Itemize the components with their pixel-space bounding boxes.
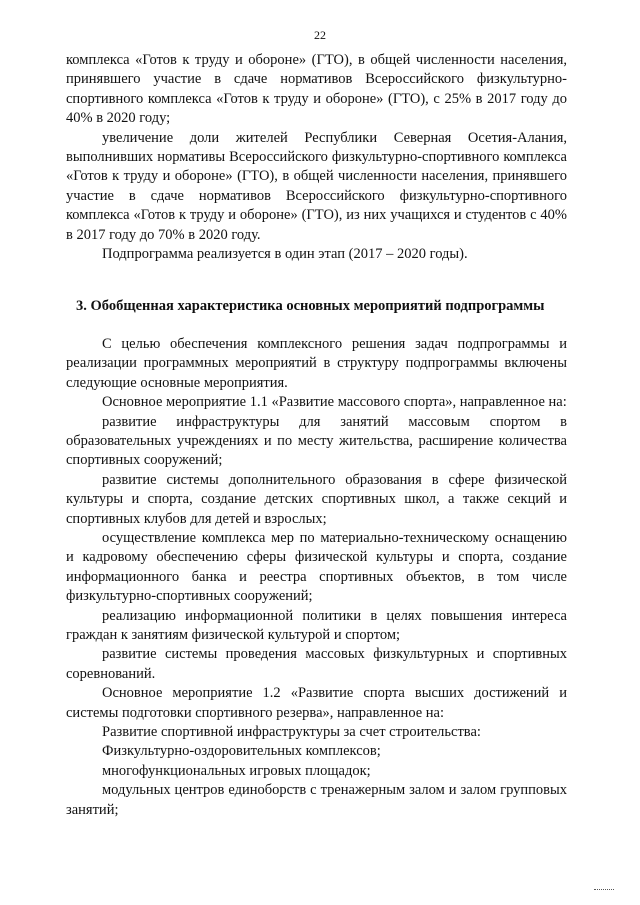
paragraph: Физкультурно-оздоровительных комплексов; — [102, 743, 381, 760]
paragraph: комплекса «Готов к труду и обороне» (ГТО), в общей численности населения, принявшего участие в сдаче нормативов Всероссийского физкультурно-спортивного комплекса «Готов к труду и обороне» (ГТО), с 25% в 2017 году до 40% в 2020 году; — [66, 52, 567, 127]
paragraph: развитие системы дополнительного образования в сфере физической культуры и спорта, создание детских спортивных школ, а также секций и спортивных клубов для детей и взрослых; — [66, 471, 567, 527]
paragraph: С целью обеспечения комплексного решения задач подпрограммы и реализации программных мероприятий в структуру подпрограммы включены следующие основные мероприятия. — [66, 335, 567, 391]
paragraph: развитие инфраструктуры для занятий массовым спортом в образовательных учреждениях и по месту жительства, расширение количества спортивных сооружений; — [66, 413, 567, 469]
paragraph: реализацию информационной политики в целях повышения интереса граждан к занятиям физической культурой и спортом; — [66, 607, 567, 643]
paragraph: модульных центров единоборств с тренажерным залом и залом групповых занятий; — [66, 782, 567, 818]
paragraph: развитие системы проведения массовых физкультурных и спортивных соревнований. — [66, 646, 567, 682]
section-heading: 3. Обобщенная характеристика основных мероприятий подпрограммы — [76, 298, 545, 315]
paragraph: Основное мероприятие 1.2 «Развитие спорта высших достижений и системы подготовки спортивного резерва», направленное на: — [66, 685, 567, 721]
document-body — [66, 51, 567, 820]
paragraph: Подпрограмма реализуется в один этап (2017 – 2020 годы). — [102, 246, 468, 263]
paragraph: Основное мероприятие 1.1 «Развитие массового спорта», направленное на: — [102, 394, 567, 411]
paragraph: осуществление комплекса мер по материально-техническому оснащению и кадровому обеспечению сферы физической культуры и спорта, создание информационного банка и реестра спортивных объектов, в том числе физкультурно-спортивных сооружений; — [66, 529, 567, 605]
scan-mark — [594, 889, 614, 891]
paragraph: Развитие спортивной инфраструктуры за счет строительства: — [102, 724, 481, 740]
page-number: 22 — [314, 28, 326, 42]
paragraph: многофункциональных игровых площадок; — [102, 762, 371, 779]
paragraph: увеличение доли жителей Республики Северная Осетия-Алания, выполнивших нормативы Всероссийского физкультурно-спортивного комплекса «Готов к труду и обороне» (ГТО), в общей численности населения, принявшего участие в сдаче нормативов Всероссийского физкультурно-спортивного комплекса «Готов к труду и обороне» (ГТО), из них учащихся и студентов с 40% в 2017 году до 70% в 2020 году. — [66, 129, 567, 243]
